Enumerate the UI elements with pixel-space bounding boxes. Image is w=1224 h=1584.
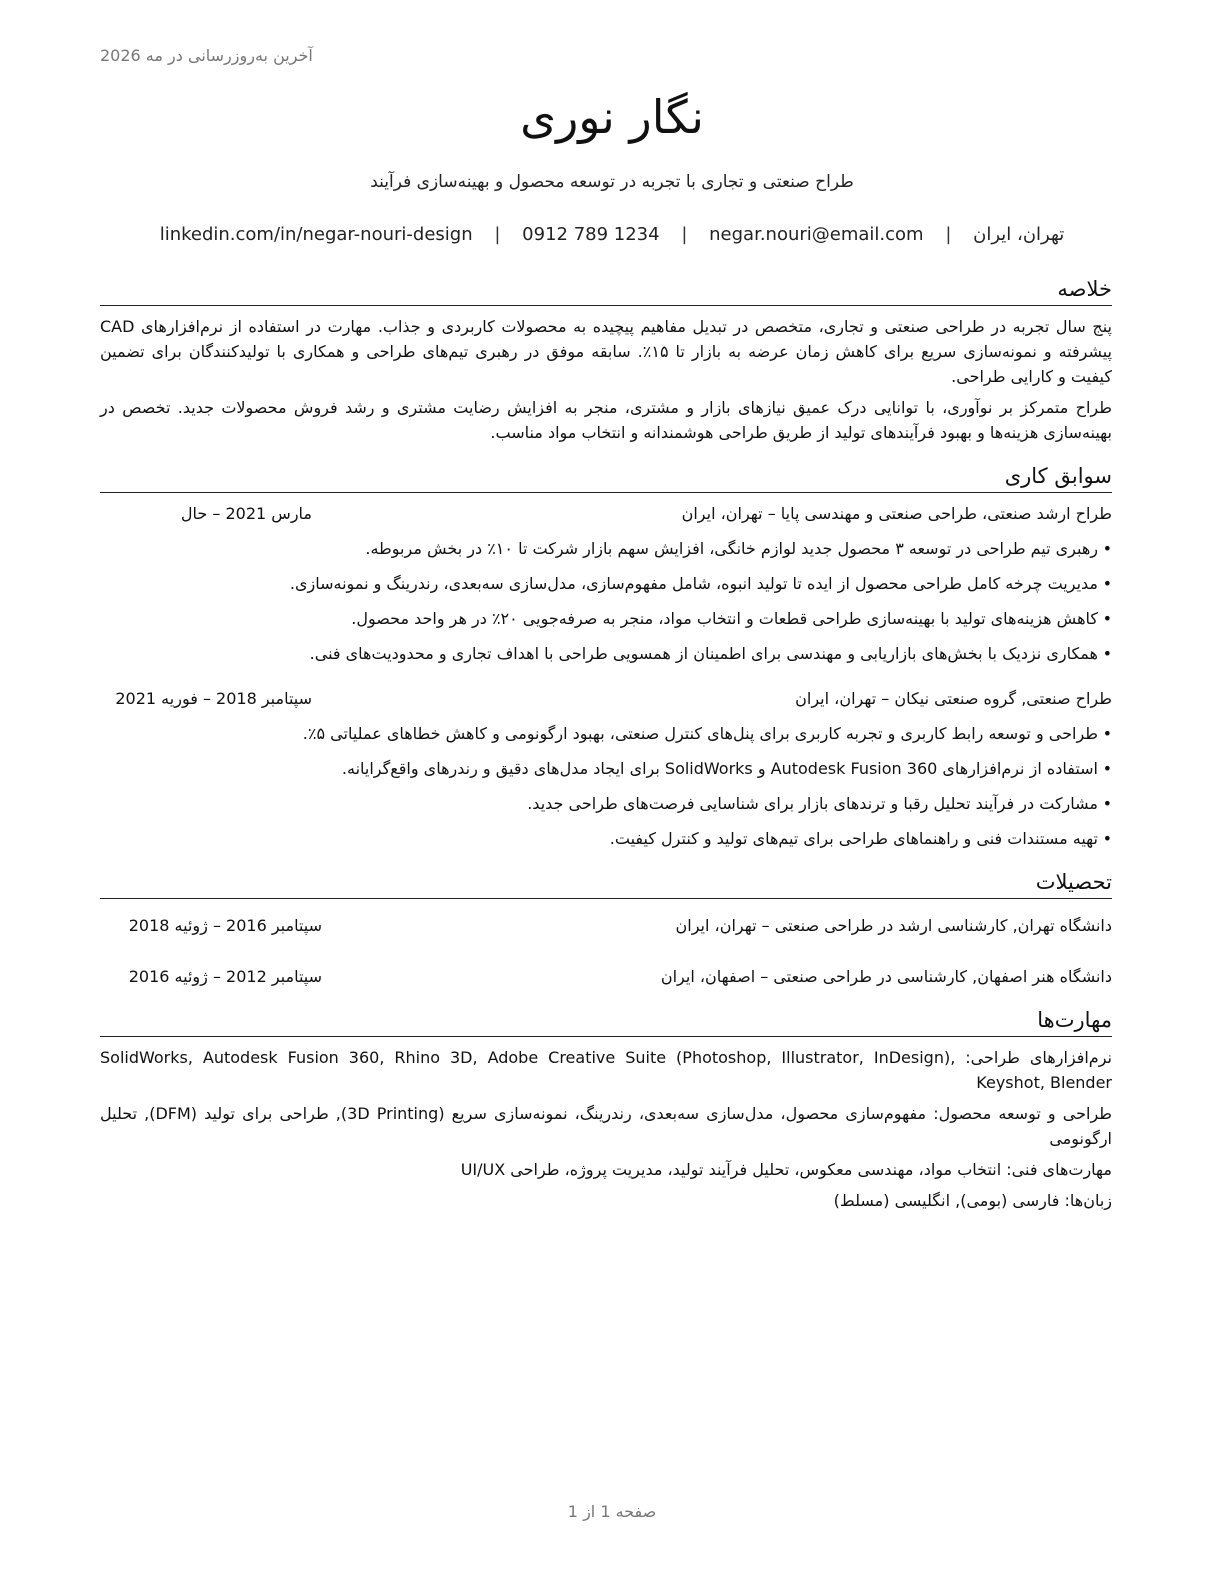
page-number: صفحه 1 از 1 bbox=[567, 1502, 657, 1521]
job-bullet: • تهیه مستندات فنی و راهنماهای طراحی برای تیم‌های تولید و کنترل کیفیت. bbox=[100, 826, 1112, 851]
summary-section bbox=[100, 274, 1112, 445]
last-updated-note: آخرین به‌روزرسانی در مه 2026 bbox=[100, 46, 313, 65]
contact-location: تهران، ایران bbox=[973, 224, 1065, 245]
education-date: سپتامبر 2016 – ژوئیه 2018 bbox=[128, 916, 322, 935]
job-bullet: • مشارکت در فرآیند تحلیل رقبا و ترندهای بازار برای شناسایی فرصت‌های طراحی جدید. bbox=[100, 791, 1112, 816]
contact-line bbox=[100, 224, 1124, 245]
education-heading: دانشگاه تهران, کارشناسی ارشد در طراحی صنعتی – تهران، ایران bbox=[675, 916, 1112, 935]
job-bullet: • طراحی و توسعه رابط کاربری و تجربه کاربری برای پنل‌های کنترل صنعتی، بهبود ارگونومی و کاهش خطاهای عملیاتی ۵٪. bbox=[100, 721, 1112, 746]
contact-email[interactable]: negar.nouri@email.com bbox=[709, 224, 924, 245]
contact-separator: | bbox=[945, 224, 952, 245]
education-title: تحصیلات bbox=[100, 867, 1112, 899]
candidate-tagline: طراح صنعتی و تجاری با تجربه در توسعه محصول و بهینه‌سازی فرآیند bbox=[370, 172, 854, 192]
resume-content bbox=[100, 274, 1112, 1213]
contact-phone: 0912 789 1234 bbox=[522, 224, 660, 245]
experience-title: سوابق کاری bbox=[100, 461, 1112, 493]
experience-section bbox=[100, 461, 1112, 851]
education-entry bbox=[100, 913, 1112, 938]
job-date: سپتامبر 2018 – فوریه 2021 bbox=[115, 689, 312, 708]
job-bullets bbox=[100, 721, 1112, 851]
skill-line: طراحی و توسعه محصول: مفهوم‌سازی محصول، مدل‌سازی سه‌بعدی، رندرینگ، نمونه‌سازی سریع (3D Printing), طراحی برای تولید (DFM), تحلیل ارگونومی bbox=[100, 1104, 1113, 1148]
contact-linkedin[interactable]: linkedin.com/in/negar-nouri-design bbox=[159, 224, 473, 245]
summary-paragraph: پنج سال تجربه در طراحی صنعتی و تجاری، متخصص در تبدیل مفاهیم پیچیده به محصولات کاربردی و جذاب. مهارت در استفاده از نرم‌افزارهای CAD پیشرفته و نمونه‌سازی سریع برای کاهش زمان عرضه به بازار تا ۱۵٪. سابقه موفق در رهبری تیم‌های طراحی و همکاری با تولیدکنندگان برای تضمین کیفیت و کارایی طراحی. bbox=[100, 317, 1113, 386]
job-header bbox=[100, 501, 1112, 526]
job-bullets bbox=[100, 536, 1112, 666]
education-date: سپتامبر 2012 – ژوئیه 2016 bbox=[128, 967, 322, 986]
skill-line: نرم‌افزارهای طراحی: SolidWorks, Autodesk Fusion 360, Rhino 3D, Adobe Creative Suite (Photoshop, Illustrator, InDesign), Keyshot, Blender bbox=[100, 1048, 1112, 1092]
job-entry bbox=[100, 501, 1112, 666]
job-bullet: • رهبری تیم طراحی در توسعه ۳ محصول جدید لوازم خانگی، افزایش سهم بازار شرکت تا ۱۰٪ در بخش مربوطه. bbox=[100, 536, 1112, 561]
job-bullet: • کاهش هزینه‌های تولید با بهینه‌سازی طراحی قطعات و انتخاب مواد، منجر به صرفه‌جویی ۲۰٪ در هر واحد محصول. bbox=[100, 606, 1112, 631]
skills-title: مهارت‌ها bbox=[100, 1005, 1112, 1037]
job-bullet: • استفاده از نرم‌افزارهای Autodesk Fusion 360 و SolidWorks برای ایجاد مدل‌های دقیق و رندرهای واقع‌گرایانه. bbox=[100, 756, 1112, 781]
contact-separator: | bbox=[494, 224, 501, 245]
summary-title: خلاصه bbox=[100, 274, 1112, 306]
education-heading: دانشگاه هنر اصفهان, کارشناسی در طراحی صنعتی – اصفهان، ایران bbox=[660, 967, 1112, 986]
job-header bbox=[100, 686, 1112, 711]
skills-section bbox=[100, 1005, 1112, 1213]
skill-line: مهارت‌های فنی: انتخاب مواد، مهندسی معکوس، تحلیل فرآیند تولید، مدیریت پروژه، طراحی UI/UX bbox=[460, 1160, 1112, 1179]
contact-separator: | bbox=[681, 224, 688, 245]
skill-line: زبان‌ها: فارسی (بومی), انگلیسی (مسلط) bbox=[833, 1191, 1112, 1210]
candidate-name: نگار نوری bbox=[520, 90, 704, 144]
job-date: مارس 2021 – حال bbox=[180, 504, 312, 523]
education-section bbox=[100, 867, 1112, 989]
education-entry bbox=[100, 964, 1112, 989]
job-bullet: • مدیریت چرخه کامل طراحی محصول از ایده تا تولید انبوه، شامل مفهوم‌سازی، مدل‌سازی سه‌بعدی، رندرینگ و نمونه‌سازی. bbox=[100, 571, 1112, 596]
job-heading: طراح صنعتی, گروه صنعتی نیکان – تهران، ایران bbox=[795, 689, 1112, 708]
summary-paragraph: طراح متمرکز بر نوآوری، با توانایی درک عمیق نیازهای بازار و مشتری، منجر به افزایش رضایت مشتری و رشد فروش محصولات جدید. تخصص در بهینه‌سازی هزینه‌ها و بهبود فرآیندهای تولید از طریق طراحی هوشمندانه و انتخاب مواد مناسب. bbox=[100, 398, 1112, 442]
job-bullet: • همکاری نزدیک با بخش‌های بازاریابی و مهندسی برای اطمینان از همسویی طراحی با اهداف تجاری و محدودیت‌های فنی. bbox=[100, 641, 1112, 666]
job-heading: طراح ارشد صنعتی، طراحی صنعتی و مهندسی پایا – تهران، ایران bbox=[681, 504, 1112, 523]
job-entry bbox=[100, 686, 1112, 851]
